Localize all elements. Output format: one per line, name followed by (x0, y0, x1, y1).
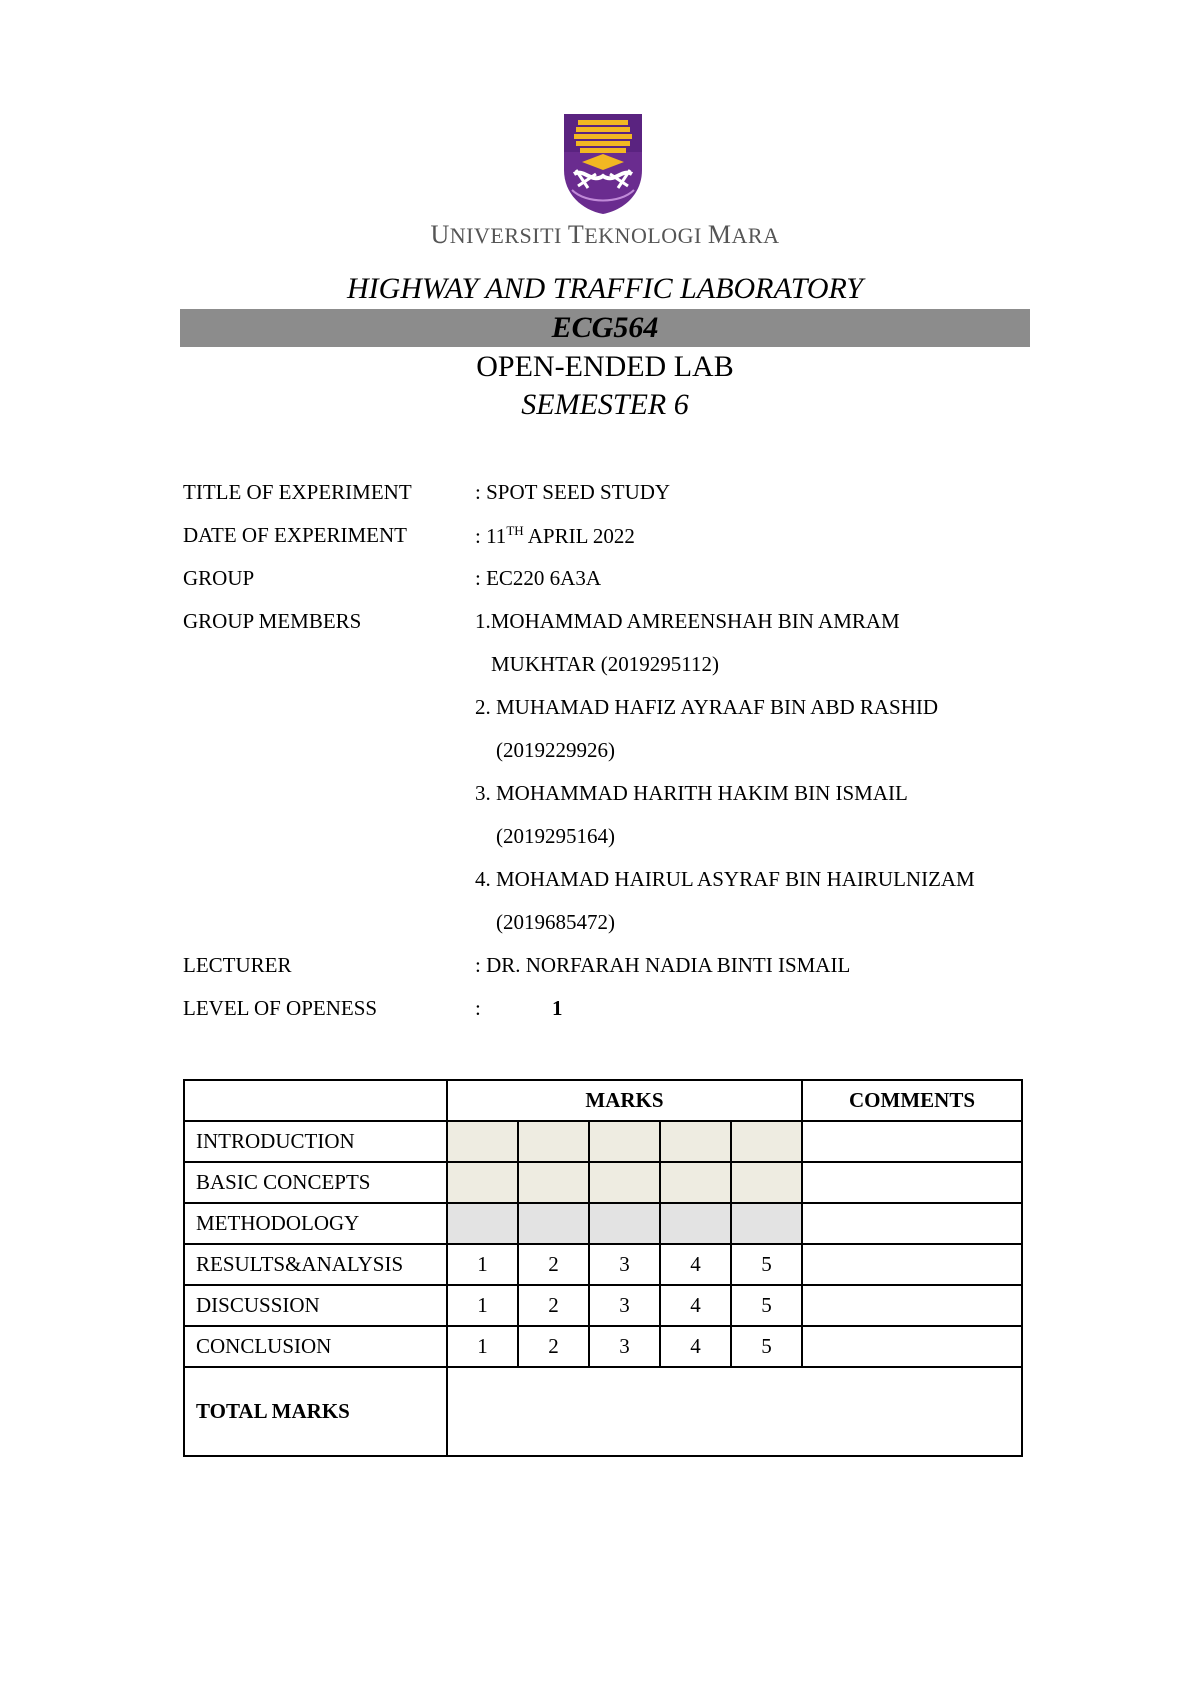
total-row (184, 1367, 1022, 1456)
table-row (184, 1203, 1022, 1244)
member-line: (2019229926) (496, 738, 615, 762)
member-line: 4. MOHAMAD HAIRUL ASYRAF BIN HAIRULNIZAM (475, 867, 975, 891)
member-line: 3. MOHAMMAD HARITH HAKIM BIN ISMAIL (475, 781, 908, 805)
marks-table (183, 1079, 1023, 1457)
mark-cell (731, 1121, 802, 1162)
member-line: 2. MUHAMAD HAFIZ AYRAAF BIN ABD RASHID (475, 695, 939, 719)
mark-cell: 2 (518, 1244, 589, 1285)
openess-value: 1 (552, 996, 563, 1020)
mark-cell: 4 (660, 1285, 731, 1326)
mark-cell (447, 1203, 518, 1244)
mark-cell: 3 (589, 1326, 660, 1367)
mark-cell: 2 (518, 1285, 589, 1326)
comments-header: COMMENTS (802, 1080, 1022, 1121)
member-line: MUKHTAR (2019295112) (491, 652, 719, 676)
total-value-cell (447, 1367, 1022, 1456)
mark-cell (518, 1162, 589, 1203)
mark-cell (447, 1162, 518, 1203)
member-line: 1.MOHAMMAD AMREENSHAH BIN AMRAM (475, 609, 900, 633)
mark-cell: 1 (447, 1326, 518, 1367)
lab-title: HIGHWAY AND TRAFFIC LABORATORY (347, 272, 863, 305)
marks-header: MARKS (447, 1080, 802, 1121)
mark-cell (731, 1162, 802, 1203)
table-header-row (184, 1080, 1022, 1121)
mark-cell (660, 1203, 731, 1244)
mark-cell (731, 1203, 802, 1244)
comment-cell (802, 1326, 1022, 1367)
mark-cell (589, 1121, 660, 1162)
total-label: TOTAL MARKS (184, 1367, 447, 1456)
uitm-logo-icon (562, 112, 644, 216)
mark-cell: 4 (660, 1244, 731, 1285)
table-row (184, 1326, 1022, 1367)
lab-type: OPEN-ENDED LAB (476, 350, 734, 383)
title-label: TITLE OF EXPERIMENT (183, 480, 412, 504)
mark-cell: 3 (589, 1244, 660, 1285)
row-label: RESULTS&ANALYSIS (184, 1244, 447, 1285)
row-label: DISCUSSION (184, 1285, 447, 1326)
mark-cell (660, 1121, 731, 1162)
comment-cell (802, 1244, 1022, 1285)
mark-cell: 3 (589, 1285, 660, 1326)
mark-cell: 1 (447, 1244, 518, 1285)
mark-cell (589, 1203, 660, 1244)
semester: SEMESTER 6 (521, 388, 689, 421)
mark-cell: 5 (731, 1285, 802, 1326)
member-line: (2019685472) (496, 910, 615, 934)
mark-cell (518, 1121, 589, 1162)
comment-cell (802, 1121, 1022, 1162)
course-code: ECG564 (551, 311, 659, 344)
mark-cell (518, 1203, 589, 1244)
row-label: BASIC CONCEPTS (184, 1162, 447, 1203)
mark-cell: 5 (731, 1244, 802, 1285)
row-label: INTRODUCTION (184, 1121, 447, 1162)
table-row (184, 1162, 1022, 1203)
mark-cell (660, 1162, 731, 1203)
mark-cell: 1 (447, 1285, 518, 1326)
mark-cell: 4 (660, 1326, 731, 1367)
row-label: CONCLUSION (184, 1326, 447, 1367)
lecturer-value: : DR. NORFARAH NADIA BINTI ISMAIL (475, 953, 851, 977)
group-value: : EC220 6A3A (475, 566, 601, 590)
member-line: (2019295164) (496, 824, 615, 848)
row-label: METHODOLOGY (184, 1203, 447, 1244)
date-label: DATE OF EXPERIMENT (183, 523, 407, 547)
university-name: UNIVERSITI TEKNOLOGI MARA (430, 220, 780, 249)
mark-cell: 5 (731, 1326, 802, 1367)
date-value: : 11TH APRIL 2022 (475, 523, 635, 548)
comment-cell (802, 1203, 1022, 1244)
comment-cell (802, 1162, 1022, 1203)
comment-cell (802, 1285, 1022, 1326)
lecturer-label: LECTURER (183, 953, 292, 977)
title-value: : SPOT SEED STUDY (475, 480, 671, 504)
openess-label: LEVEL OF OPENESS (183, 996, 378, 1020)
table-row (184, 1285, 1022, 1326)
members-label: GROUP MEMBERS (183, 609, 362, 633)
openess-colon: : (475, 996, 481, 1020)
mark-cell (447, 1121, 518, 1162)
table-row (184, 1121, 1022, 1162)
mark-cell: 2 (518, 1326, 589, 1367)
header-blank-cell (184, 1080, 447, 1121)
table-row (184, 1244, 1022, 1285)
group-label: GROUP (183, 566, 255, 590)
mark-cell (589, 1162, 660, 1203)
